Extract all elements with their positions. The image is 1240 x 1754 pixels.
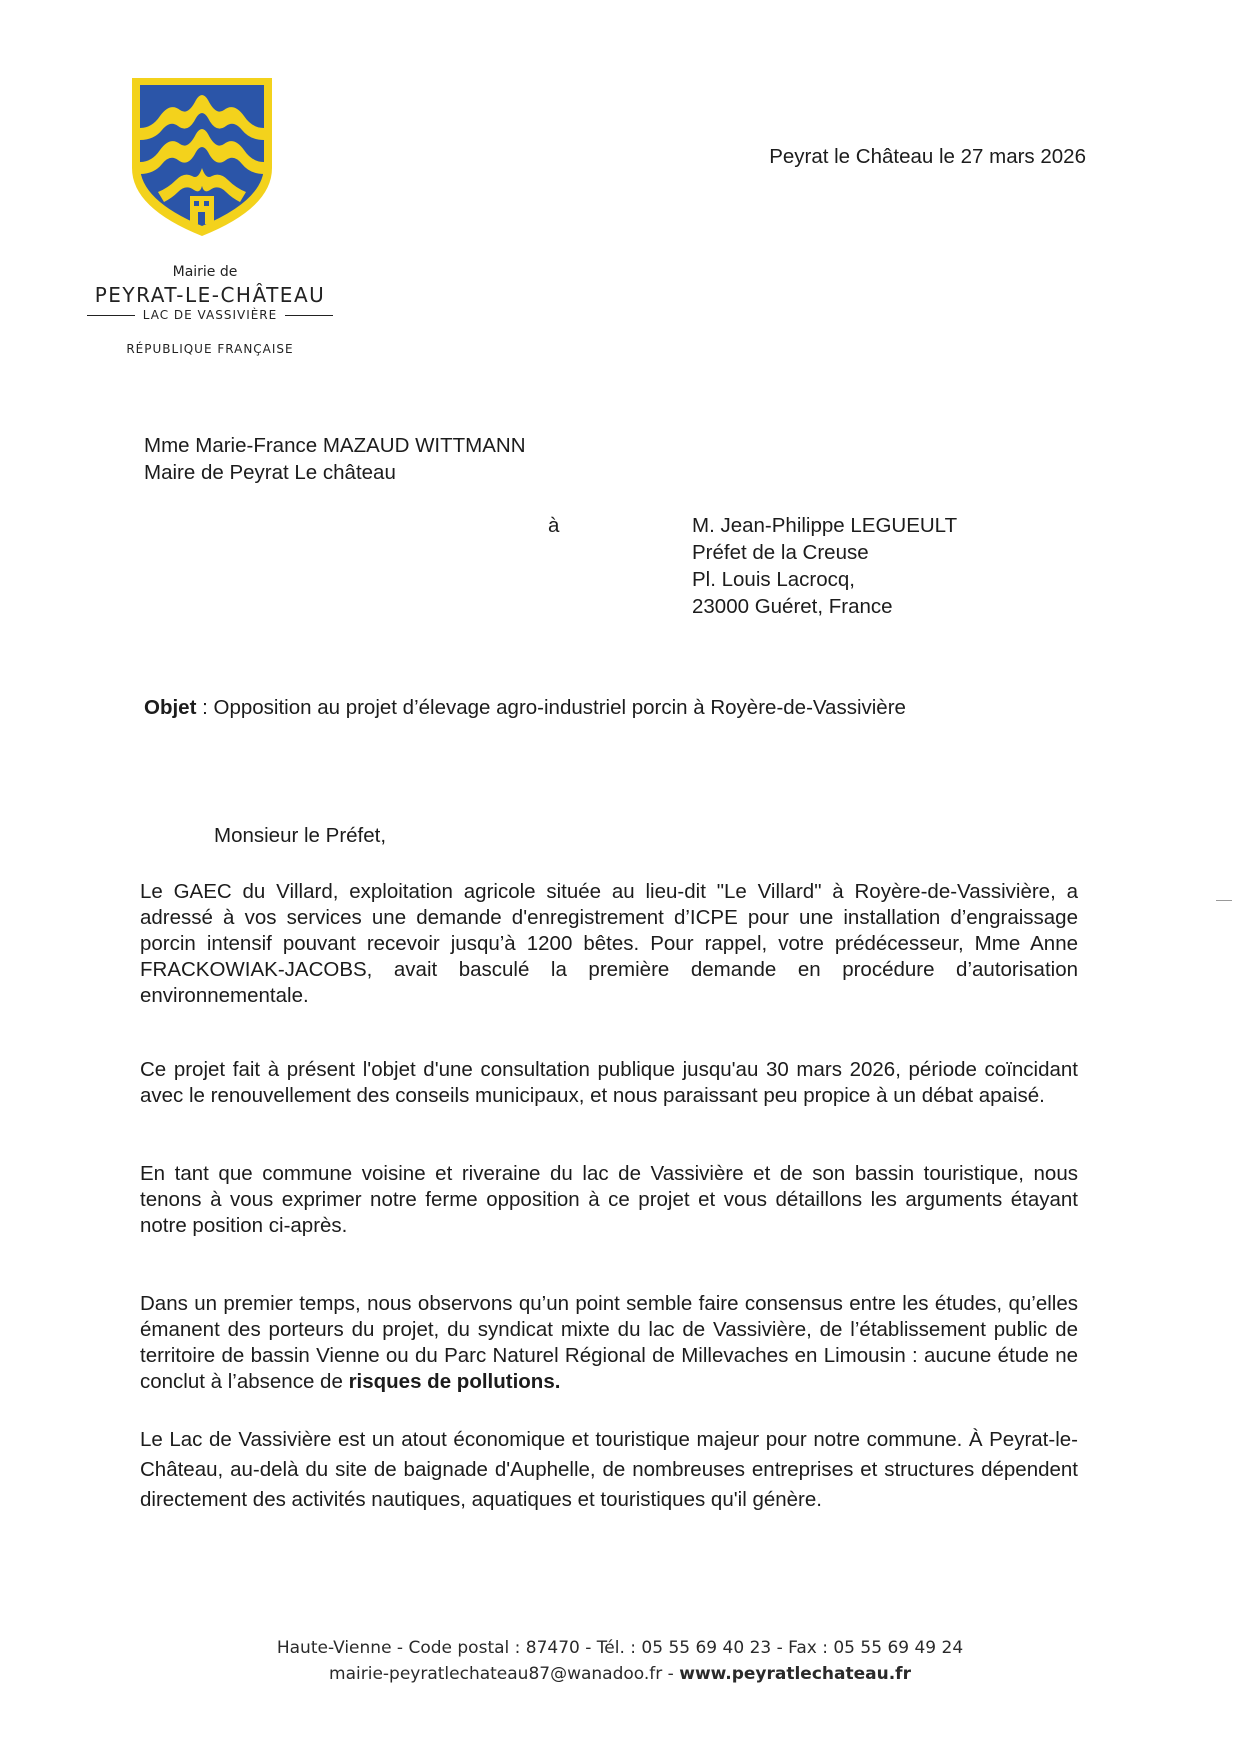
sender-block [144, 432, 526, 486]
recipient-prefix: à [548, 514, 560, 537]
divider [285, 315, 333, 316]
recipient-city: 23000 Guéret, France [692, 595, 893, 618]
paragraph-4-text: Dans un premier temps, nous observons qu’un point semble faire consensus entre les études, qu’elles émanent des porteurs du projet, du syndicat mixte du lac de Vassivière, de l’établissement public de territoire de bassin Vienne ou du Parc Naturel Régional de Millevaches en Limousin : aucune étude ne conclut à l’absence de [140, 1292, 1078, 1393]
paragraph-5: Le Lac de Vassivière est un atout économique et touristique majeur pour notre commune. À Peyrat-le-Château, au-delà du site de baignade d'Auphelle, de nombreuses entreprises et structures dépendent directement des activités nautiques, aquatiques et touristiques qu'il génère. [140, 1428, 1078, 1511]
recipient-name: M. Jean-Philippe LEGUEULT [692, 514, 958, 537]
letterhead-mairie-de: Mairie de [172, 264, 238, 280]
letter-date: Peyrat le Château le 27 mars 2026 [769, 145, 1086, 168]
footer-contact-line: Haute-Vienne - Code postal : 87470 - Tél. : 05 55 69 40 23 - Fax : 05 55 69 49 24 [276, 1638, 964, 1658]
recipient-block [692, 512, 957, 620]
sender-name: Mme Marie-France MAZAUD WITTMANN [144, 434, 526, 457]
footer-email[interactable]: mairie-peyratlechateau87@wanadoo.fr [329, 1664, 663, 1684]
coat-of-arms-logo [128, 76, 276, 238]
paragraph-4 [140, 1291, 1078, 1395]
letterhead-lac: LAC DE VASSIVIÈRE [142, 308, 278, 322]
recipient-title: Préfet de la Creuse [692, 541, 869, 564]
footer-web-line [0, 1664, 1240, 1684]
paragraph-3: En tant que commune voisine et riveraine du lac de Vassivière et de son bassin touristique, nous tenons à vous exprimer notre ferme opposition à ce projet et vous détaillons les arguments étayant notre position ci-après. [140, 1162, 1078, 1237]
footer-separator: - [662, 1664, 680, 1684]
footer-website[interactable]: www.peyratlechateau.fr [679, 1664, 911, 1684]
paragraph-2: Ce projet fait à présent l'objet d'une consultation publique jusqu'au 30 mars 2026, période coïncidant avec le renouvellement des conseils municipaux, et nous paraissant peu propice à un débat apaisé. [140, 1058, 1078, 1107]
salutation: Monsieur le Préfet, [214, 824, 387, 847]
letterhead-republique: RÉPUBLIQUE FRANÇAISE [126, 342, 294, 356]
subject-separator: : [196, 696, 214, 719]
subject-label: Objet [144, 696, 197, 719]
sender-title: Maire de Peyrat Le château [144, 461, 396, 484]
paragraph-4-emphasis: risques de pollutions. [348, 1370, 561, 1393]
recipient-street: Pl. Louis Lacrocq, [692, 568, 855, 591]
subject-line [144, 694, 906, 721]
divider [87, 315, 135, 316]
paragraph-1: Le GAEC du Villard, exploitation agricole située au lieu-dit "Le Villard" à Royère-de-Vassivière, a adressé à vos services une demande d'enregistrement d’ICPE pour une installation d’engraissage porcin intensif pouvant recevoir jusqu’à 1200 bêtes. Pour rappel, votre prédécesseur, Mme Anne FRACKOWIAK-JACOBS, avait basculé la première demande en procédure d’autorisation environnementale. [140, 880, 1078, 1007]
margin-mark [1216, 900, 1232, 901]
letterhead-commune-name: PEYRAT-LE-CHÂTEAU [94, 283, 326, 307]
letterhead-lac-line [68, 308, 352, 322]
subject-text: Opposition au projet d’élevage agro-industriel porcin à Royère-de-Vassivière [213, 696, 906, 719]
